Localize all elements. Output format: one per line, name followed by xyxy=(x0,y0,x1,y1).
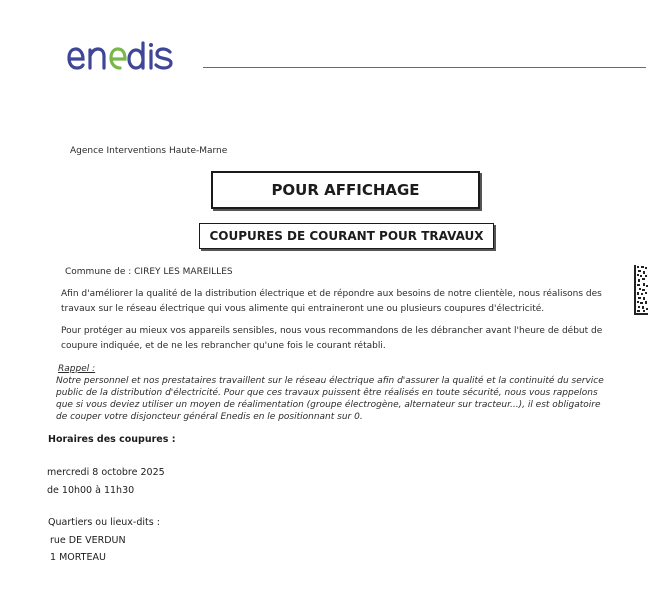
notice-title: POUR AFFICHAGE xyxy=(271,181,420,199)
intro-paragraph: Afin d'améliorer la qualité de la distribution électrique et de répondre aux besoins de notre clientèle, nous réalisons des travaux sur le réseau électrique qui vous alimente qui entraineront une ou plusieurs coupures d'électricité. xyxy=(61,289,602,314)
enedis-logo-graphic xyxy=(67,40,192,74)
outage-date: mercredi 8 octobre 2025 xyxy=(47,467,165,478)
agency-name: Agence Interventions Haute-Marne xyxy=(70,146,228,156)
rappel-heading: Rappel : xyxy=(58,364,96,374)
schedule-heading: Horaires des coupures : xyxy=(48,434,176,445)
outage-time: de 10h00 à 11h30 xyxy=(47,485,135,496)
locations-heading: Quartiers ou lieux-dits : xyxy=(48,517,160,528)
notice-subtitle: COUPURES DE COURANT POUR TRAVAUX xyxy=(209,229,484,243)
notice-title-box xyxy=(211,171,480,209)
datamatrix-code-icon xyxy=(634,265,648,315)
enedis-logo xyxy=(67,40,192,82)
location-item: rue DE VERDUN xyxy=(50,535,126,546)
header-divider xyxy=(203,67,646,68)
location-item: 1 MORTEAU xyxy=(50,552,106,563)
protection-paragraph: Pour protéger au mieux vos appareils sensibles, nous vous recommandons de les débrancher avant l'heure de début de coupure indiquée, et de ne les rebrancher qu'une fois le courant rétabli. xyxy=(61,326,603,351)
commune-line: Commune de : CIREY LES MAREILLES xyxy=(65,267,233,277)
rappel-text: Notre personnel et nos prestataires travaillent sur le réseau électrique afin d'assurer la qualité et la continuité du service public de la distribution d'électricité. Pour que ces travaux puissent être réalisés en toute sécurité, nous vous rappelons que si vous deviez utiliser un moyen de réalimentation (groupe électrogène, alternateur sur tracteur...), il est obligatoire de couper votre disjoncteur général Enedis en le positionnant sur 0. xyxy=(56,376,604,422)
notice-subtitle-box xyxy=(199,223,494,249)
